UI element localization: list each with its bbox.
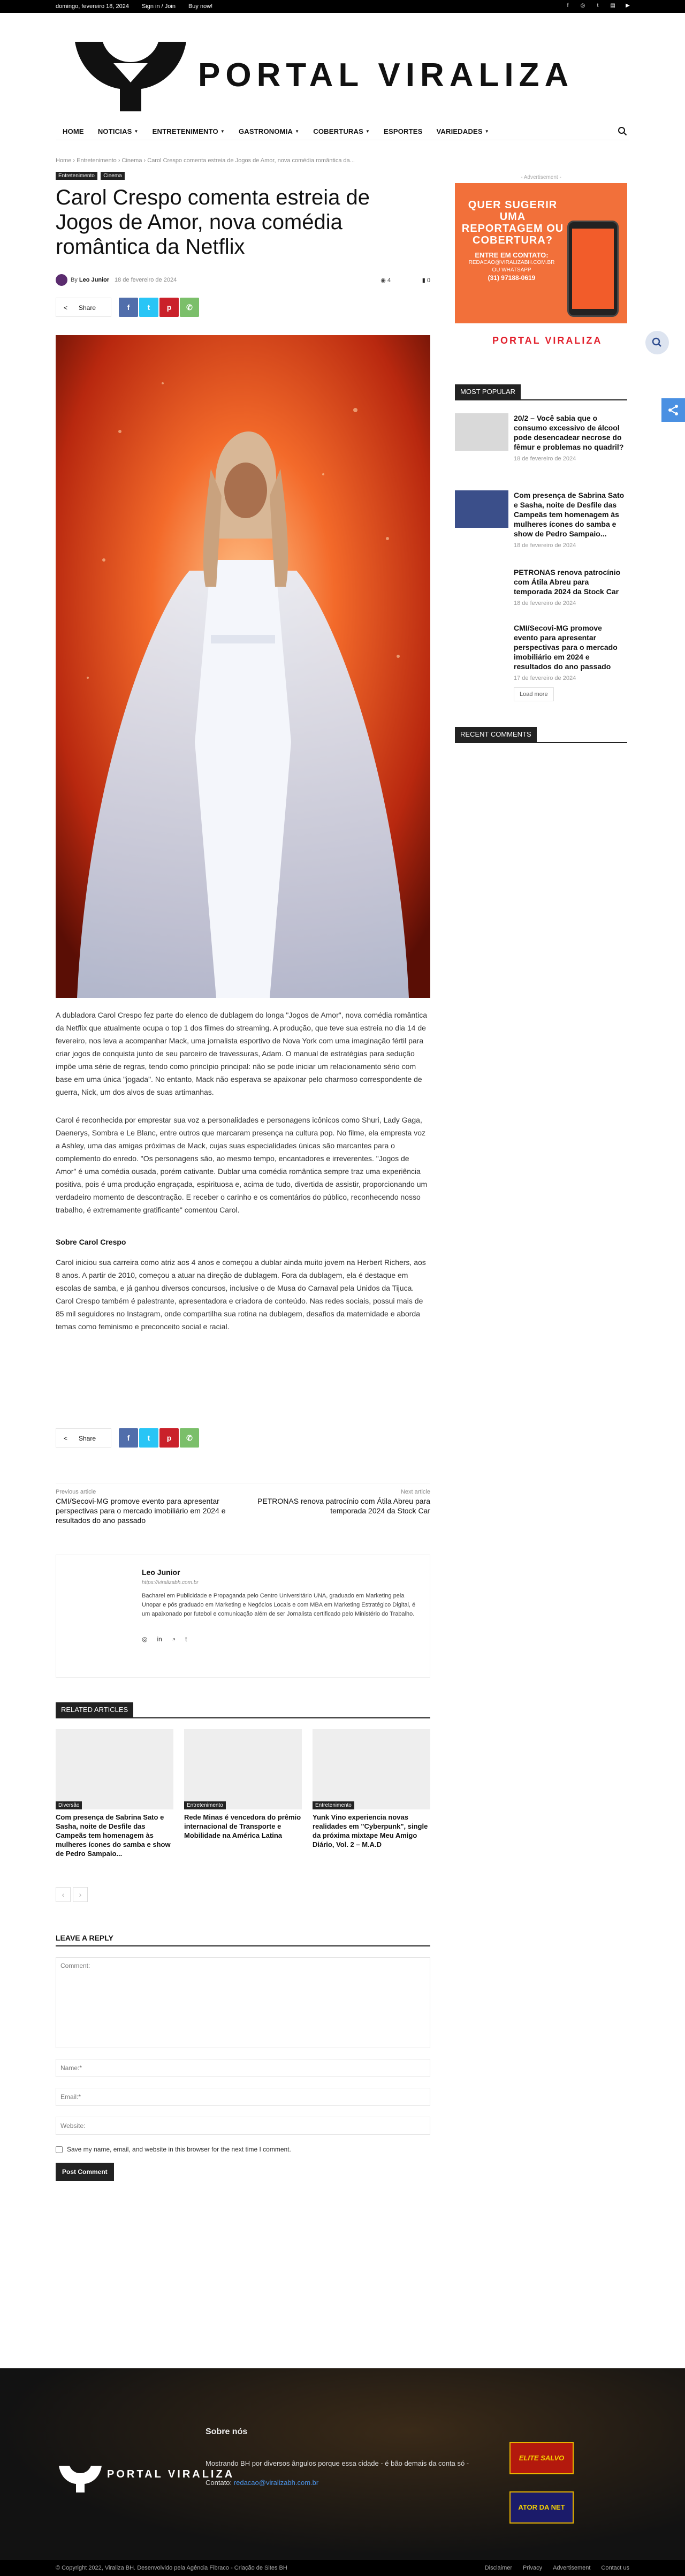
breadcrumb-home[interactable]: Home bbox=[56, 157, 72, 164]
sign-in-link[interactable]: Sign in / Join bbox=[141, 3, 176, 10]
share-icon: < bbox=[64, 1435, 68, 1442]
footer-contact bbox=[206, 2479, 478, 2487]
previous-article-link[interactable]: CMI/Secovi-MG promove evento para apresentar perspectivas para o mercado imobiliário em 2024 e resultados do ano passado bbox=[56, 1497, 226, 1525]
popular-post-text bbox=[514, 567, 626, 608]
author-avatar[interactable] bbox=[56, 274, 67, 286]
article-featured-image bbox=[56, 335, 430, 998]
share-facebook-button[interactable] bbox=[119, 1428, 138, 1448]
breadcrumb bbox=[56, 157, 355, 164]
chevron-down-icon: ▼ bbox=[295, 128, 300, 134]
save-info-checkbox[interactable] bbox=[56, 2146, 63, 2153]
by-label: By bbox=[71, 277, 78, 283]
share-pinterest-button[interactable] bbox=[159, 1428, 179, 1448]
previous-article-label: Previous article bbox=[56, 1489, 96, 1495]
floating-search-button[interactable] bbox=[645, 331, 669, 354]
footer-about-text: Mostrando BH por diversos ângulos porque essa cidade - é bão demais da conta só - bbox=[206, 2459, 469, 2467]
footer-about-title: Sobre nós bbox=[206, 2427, 248, 2436]
share-button[interactable] bbox=[56, 1428, 111, 1448]
nav-item-coberturas[interactable] bbox=[306, 127, 377, 135]
eye-icon: ◉ bbox=[380, 277, 386, 284]
related-article-image[interactable] bbox=[184, 1729, 302, 1809]
article-categories bbox=[56, 170, 126, 180]
whatsapp-icon: ✆ bbox=[186, 303, 193, 312]
whatsapp-icon: ✆ bbox=[186, 1434, 193, 1442]
save-info-label: Save my name, email, and website in this browser for the next time I comment. bbox=[67, 2146, 291, 2153]
author-bio: Bacharel em Publicidade e Propaganda pelo Centro Universitário UNA, graduado em Marketing pela Unopar e pós graduado em Marketing e Negócios Locais e com MBA em Marketing Estratégico Digital, é um apaixonado por futebol e comunicação além de ser Jornalista certificado pelo Ministério do Trabalho. bbox=[142, 1593, 416, 1617]
top-bar bbox=[0, 0, 685, 13]
related-article-card[interactable] bbox=[56, 1729, 173, 1858]
share-twitter-button[interactable] bbox=[139, 298, 158, 317]
site-logo[interactable] bbox=[75, 30, 610, 116]
popular-post-thumbnail[interactable] bbox=[455, 490, 508, 528]
elite-salvo-badge[interactable] bbox=[509, 2442, 574, 2474]
pinterest-icon: p bbox=[166, 303, 172, 312]
tripadvisor-icon[interactable]: ◔ bbox=[171, 1635, 176, 1643]
share-button[interactable] bbox=[56, 298, 111, 317]
category-badge[interactable]: Entretenimento bbox=[56, 172, 97, 180]
nav-item-gastronomia[interactable] bbox=[232, 127, 306, 135]
article-subheading: Sobre Carol Crespo bbox=[56, 1238, 126, 1246]
nav-item-esportes[interactable] bbox=[377, 127, 429, 135]
related-article-image[interactable] bbox=[313, 1729, 430, 1809]
nav-item-label: ESPORTES bbox=[384, 127, 423, 135]
popular-post-date: 18 de fevereiro de 2024 bbox=[514, 600, 576, 607]
related-article-card[interactable] bbox=[184, 1729, 302, 1840]
breadcrumb-separator: › bbox=[73, 157, 75, 164]
category-badge[interactable]: Entretenimento bbox=[313, 1801, 354, 1809]
email-input[interactable] bbox=[56, 2088, 430, 2106]
twitter-icon: t bbox=[147, 303, 150, 312]
popular-post-date: 17 de fevereiro de 2024 bbox=[514, 675, 576, 681]
tumblr-icon[interactable]: ▤ bbox=[610, 3, 615, 9]
author-link[interactable]: Leo Junior bbox=[79, 277, 110, 283]
breadcrumb-separator: › bbox=[143, 157, 146, 164]
view-count-value: 4 bbox=[387, 277, 391, 284]
post-navigation bbox=[56, 1483, 430, 1531]
popular-post-date: 18 de fevereiro de 2024 bbox=[514, 542, 576, 549]
share-label: Share bbox=[79, 304, 96, 312]
footer-contact-email[interactable]: redacao@viralizabh.com.br bbox=[233, 2479, 319, 2487]
author-box bbox=[56, 1555, 430, 1678]
next-page-button[interactable]: › bbox=[73, 1887, 88, 1902]
ator-da-net-badge[interactable] bbox=[509, 2491, 574, 2524]
post-comment-button[interactable]: Post Comment bbox=[56, 2163, 114, 2181]
nav-item-noticias[interactable] bbox=[91, 127, 146, 135]
footer-link-disclaimer[interactable]: Disclaimer bbox=[484, 2565, 513, 2571]
popular-post[interactable] bbox=[455, 567, 627, 605]
popular-post[interactable] bbox=[455, 623, 627, 681]
share-bar-bottom bbox=[56, 1428, 430, 1450]
share-icon: < bbox=[64, 304, 68, 312]
related-articles-title: RELATED ARTICLES bbox=[56, 1702, 133, 1717]
ad-brand: PORTAL VIRALIZA bbox=[492, 335, 603, 346]
article-meta bbox=[56, 274, 430, 287]
site-logo-text: PORTAL VIRALIZA bbox=[198, 57, 574, 94]
nav-item-entretenimento[interactable] bbox=[146, 127, 232, 135]
phone-screen bbox=[572, 229, 614, 309]
recent-comments-header bbox=[455, 727, 627, 743]
popular-post-title[interactable]: 20/2 – Você sabia que o consumo excessivo de álcool pode desencadear necrose do fêmur e problemas no quadril? bbox=[514, 414, 624, 451]
view-count bbox=[380, 277, 391, 284]
related-articles-header bbox=[56, 1702, 430, 1718]
twitter-icon[interactable]: t bbox=[185, 1635, 187, 1643]
author-photo[interactable] bbox=[67, 1566, 142, 1641]
load-more-button[interactable]: Load more bbox=[514, 687, 554, 701]
chevron-down-icon: ▼ bbox=[365, 128, 370, 134]
ad-headline-line: COBERTURA? bbox=[473, 234, 553, 246]
instagram-icon[interactable]: ◎ bbox=[580, 3, 585, 9]
twitter-icon[interactable]: t bbox=[597, 3, 599, 9]
ad-footer bbox=[455, 323, 627, 358]
comment-icon: ▮ bbox=[422, 277, 425, 284]
share-pinterest-button[interactable] bbox=[159, 298, 179, 317]
nav-item-label: COBERTURAS bbox=[313, 127, 363, 135]
chevron-down-icon: ▼ bbox=[484, 128, 489, 134]
nav-item-label: NOTICIAS bbox=[97, 127, 132, 135]
author-website-link[interactable]: https://viralizabh.com.br bbox=[142, 1580, 199, 1586]
article-paragraph: Carol é reconhecida por emprestar sua voz a personalidades e personagens icônicos como Shuri, Lady Gaga, Daenerys, Sombra e Le Blanc, entre outros que marcaram presença na cultura pop. No filme, ela empresta voz a Ashley, uma das amigas próximas de Mack, cujas suas especialidades únicas são marcantes para o complemento do enredo. "Os personagens são, ao mesmo tempo, encantadores e irreverentes. "Jogos de Amor" é uma comédia ousada, porém cativante. Dublar uma comédia romântica sempre traz uma experiência positiva, pois é uma produção engraçada, espirituosa e, acima de tudo, divertida de assistir, proporcionando um verdadeiro momento de descontração. E receber o carinho e os comentários do público, reconhecendo nosso trabalho, é extremamente gratificante" comentou Carol. bbox=[56, 1116, 428, 1214]
current-date: domingo, fevereiro 18, 2024 bbox=[56, 3, 129, 10]
recent-comments-title: RECENT COMMENTS bbox=[455, 727, 537, 742]
ad-contact-title: ENTRE EM CONTATO: bbox=[475, 251, 549, 259]
category-badge[interactable]: Cinema bbox=[101, 172, 124, 180]
breadcrumb-current: Carol Crespo comenta estreia de Jogos de Amor, nova comédia romântica da... bbox=[147, 157, 355, 164]
related-articles bbox=[56, 1702, 430, 1858]
related-article-card[interactable] bbox=[313, 1729, 430, 1849]
popular-post-date: 18 de fevereiro de 2024 bbox=[514, 456, 576, 462]
author-byline bbox=[71, 277, 109, 283]
footer-contact-label: Contato: bbox=[206, 2479, 232, 2487]
category-badge[interactable]: Diversão bbox=[56, 1801, 82, 1809]
popular-post[interactable] bbox=[455, 413, 627, 462]
search-icon[interactable] bbox=[618, 126, 627, 136]
comment-count[interactable] bbox=[422, 277, 430, 284]
footer-link-advertisement[interactable]: Advertisement bbox=[553, 2565, 591, 2571]
share-bar-top bbox=[56, 298, 430, 319]
name-input[interactable] bbox=[56, 2059, 430, 2077]
breadcrumb-entretenimento[interactable]: Entretenimento bbox=[77, 157, 117, 164]
nav-item-label: ENTRETENIMENTO bbox=[152, 127, 218, 135]
ad-headline-line: REPORTAGEM OU bbox=[461, 223, 564, 234]
most-popular-header bbox=[455, 384, 627, 400]
footer-link-privacy[interactable]: Privacy bbox=[523, 2565, 543, 2571]
nav-item-home[interactable] bbox=[56, 127, 91, 135]
website-input[interactable] bbox=[56, 2117, 430, 2135]
most-popular-title: MOST POPULAR bbox=[455, 384, 521, 399]
comment-textarea[interactable] bbox=[56, 1957, 430, 2048]
linkedin-icon[interactable]: in bbox=[157, 1635, 162, 1643]
elite-salvo-badge-label: ELITE SALVO bbox=[519, 2454, 565, 2462]
phone-illustration bbox=[567, 221, 619, 317]
article-title: Carol Crespo comenta estreia de Jogos de Amor, nova comédia romântica da Netflix bbox=[56, 186, 370, 259]
nav-item-label: HOME bbox=[63, 127, 84, 135]
ator-da-net-badge-label: ATOR DA NET bbox=[518, 2503, 565, 2511]
save-info-row bbox=[56, 2146, 430, 2153]
popular-post-thumbnail[interactable] bbox=[455, 413, 508, 451]
chevron-down-icon: ▼ bbox=[134, 128, 139, 134]
popular-post-title[interactable]: Com presença de Sabrina Sato e Sasha, noite de Desfile das Campeãs tem homenagem às mulheres ícones do samba e show de Pedro Sampaio... bbox=[514, 491, 625, 538]
popular-post-title[interactable]: CMI/Secovi-MG promove evento para apresentar perspectivas para o mercado imobiliário em 2024 e resultados do ano passado bbox=[514, 624, 618, 671]
article-paragraph: Carol iniciou sua carreira como atriz aos 4 anos e começou a dublar ainda muito jovem na Herbert Richers, aos 8 anos. A partir de 2010, começou a atuar na direção de dublagem. Fora da dublagem, ela é destaque em escolas de samba, e já ganhou diversos concursos, inclusive o de Musa do Carnaval pela Unidos da Tijuca. Carol Crespo também é palestrante, apresentadora e criadora de conteúdo. Nas redes sociais, possui mais de 85 mil seguidores no Instagram, onde compartilha sua rotina na dublagem, desafios da maternidade e aborda temas como feminismo e preconceito social e racial. bbox=[56, 1258, 426, 1331]
ad-email: REDACAO@VIRALIZABH.COM.BR bbox=[468, 260, 555, 266]
comment-form-title: LEAVE A REPLY bbox=[56, 1930, 430, 1946]
ad-whatsapp-label: OU WHATSAPP bbox=[492, 267, 531, 273]
nav-item-variedades[interactable] bbox=[430, 127, 496, 135]
facebook-icon: f bbox=[127, 303, 130, 312]
breadcrumb-separator: › bbox=[118, 157, 120, 164]
related-article-image[interactable] bbox=[56, 1729, 173, 1809]
share-facebook-button[interactable] bbox=[119, 298, 138, 317]
next-article-label: Next article bbox=[400, 1489, 430, 1495]
share-label: Share bbox=[79, 1435, 96, 1442]
footer-link-contact[interactable]: Contact us bbox=[601, 2565, 629, 2571]
search-icon bbox=[645, 331, 669, 354]
related-article-title[interactable]: Yunk Vino experiencia novas realidades em "Cyberpunk", single da próxima mixtape Meu Amigo Diário, Vol. 2 – M.A.D bbox=[313, 1813, 428, 1848]
category-badge[interactable]: Entretenimento bbox=[184, 1801, 226, 1809]
popular-post-text bbox=[514, 623, 626, 683]
advertisement-label: - Advertisement - bbox=[521, 175, 561, 180]
popular-post[interactable] bbox=[455, 490, 627, 549]
comment-form bbox=[56, 1930, 430, 2181]
site-footer bbox=[0, 2368, 685, 2576]
popular-post-title[interactable]: PETRONAS renova patrocínio com Átila Abreu para temporada 2024 da Stock Car bbox=[514, 568, 621, 596]
share-whatsapp-button[interactable] bbox=[180, 298, 199, 317]
youtube-icon[interactable]: ▶ bbox=[626, 3, 630, 9]
facebook-icon[interactable]: f bbox=[567, 3, 569, 9]
facebook-icon: f bbox=[127, 1434, 130, 1442]
chevron-down-icon: ▼ bbox=[220, 128, 225, 134]
comment-count-value: 0 bbox=[427, 277, 430, 284]
footer-logo-text: PORTAL VIRALIZA bbox=[107, 2468, 235, 2480]
main-navigation bbox=[56, 122, 629, 140]
related-article-title[interactable]: Rede Minas é vencedora do prêmio internacional de Transporte e Mobilidade na América Latina bbox=[184, 1813, 301, 1839]
next-article-link[interactable]: PETRONAS renova patrocínio com Átila Abreu para temporada 2024 da Stock Car bbox=[257, 1497, 430, 1515]
twitter-icon: t bbox=[147, 1434, 150, 1442]
instagram-icon[interactable]: ◎ bbox=[142, 1635, 148, 1643]
related-article-title[interactable]: Com presença de Sabrina Sato e Sasha, noite de Desfile das Campeãs tem homenagem às mulheres ícones do samba e show de Pedro Sampaio... bbox=[56, 1813, 171, 1858]
share-icon bbox=[661, 398, 685, 422]
breadcrumb-cinema[interactable]: Cinema bbox=[121, 157, 142, 164]
nav-item-label: GASTRONOMIA bbox=[238, 127, 293, 135]
nav-item-label: VARIEDADES bbox=[436, 127, 483, 135]
prev-page-button[interactable]: ‹ bbox=[56, 1887, 71, 1902]
article-paragraph: A dubladora Carol Crespo fez parte do elenco de dublagem do longa "Jogos de Amor", nova comédia romântica da Netflix que atualmente ocupa o top 1 dos filmes do streaming. A produção, que teve sua estreia no dia 14 de fevereiro, nos leva a acompanhar Mack, uma jornalista esportivo de Nova York com uma imaginação fértil para criar jogos de conquista junto de seu parceiro de travessuras, Adam. O manual de estratégias para sedução impõe uma série de regras, tendo como princípio principal: não se pode iniciar um relacionamento sério com base em uma única "jogada". No entanto, Mack não esperava se apaixonar pelo charmoso correspondente de guerra, Nick, um dos alvos de suas artimanhas. bbox=[56, 1011, 428, 1096]
pinterest-icon: p bbox=[166, 1434, 172, 1442]
buy-now-link[interactable]: Buy now! bbox=[188, 3, 213, 10]
footer-bottom-bar bbox=[0, 2560, 685, 2576]
floating-share-button[interactable] bbox=[661, 398, 685, 422]
article-date: 18 de fevereiro de 2024 bbox=[115, 277, 177, 283]
sidebar-advertisement[interactable] bbox=[455, 183, 627, 358]
ad-phone: (31) 97188-0619 bbox=[488, 274, 536, 282]
copyright-text: © Copyright 2022, Viraliza BH. Desenvolvido pela Agência Fibraco - Criação de Sites BH bbox=[56, 2565, 287, 2571]
share-twitter-button[interactable] bbox=[139, 1428, 158, 1448]
author-name-link[interactable]: Leo Junior bbox=[142, 1568, 180, 1577]
ad-headline-line: QUER SUGERIR UMA bbox=[468, 199, 558, 223]
related-pagination bbox=[56, 1887, 88, 1902]
share-whatsapp-button[interactable] bbox=[180, 1428, 199, 1448]
